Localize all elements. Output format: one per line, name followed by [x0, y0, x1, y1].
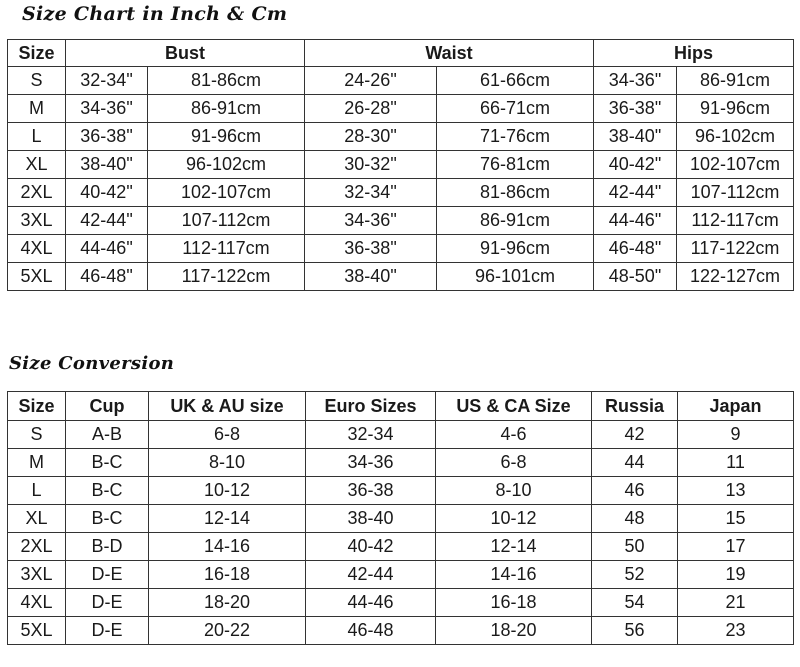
waist-inch-cell: 32-34" — [305, 179, 437, 207]
header-euro: Euro Sizes — [306, 392, 436, 421]
table-row — [8, 207, 794, 235]
header-russia: Russia — [592, 392, 678, 421]
uk-au-cell: 18-20 — [149, 589, 306, 617]
table-row — [8, 477, 794, 505]
size-conversion-table — [7, 391, 794, 645]
table-row — [8, 151, 794, 179]
header-waist: Waist — [305, 40, 594, 67]
hips-inch-cell: 44-46" — [594, 207, 677, 235]
size-cell: 4XL — [8, 235, 66, 263]
cup-cell: A-B — [66, 421, 149, 449]
table-row — [8, 67, 794, 95]
size-cell: 3XL — [8, 561, 66, 589]
us-ca-cell: 8-10 — [436, 477, 592, 505]
waist-cm-cell: 96-101cm — [437, 263, 594, 291]
russia-cell: 52 — [592, 561, 678, 589]
cup-cell: B-C — [66, 505, 149, 533]
japan-cell: 19 — [678, 561, 794, 589]
russia-cell: 56 — [592, 617, 678, 645]
japan-cell: 21 — [678, 589, 794, 617]
header-uk-au: UK & AU size — [149, 392, 306, 421]
russia-cell: 42 — [592, 421, 678, 449]
waist-inch-cell: 38-40" — [305, 263, 437, 291]
waist-cm-cell: 91-96cm — [437, 235, 594, 263]
us-ca-cell: 14-16 — [436, 561, 592, 589]
japan-cell: 15 — [678, 505, 794, 533]
size-cell: XL — [8, 151, 66, 179]
japan-cell: 17 — [678, 533, 794, 561]
russia-cell: 46 — [592, 477, 678, 505]
waist-inch-cell: 24-26" — [305, 67, 437, 95]
table-row — [8, 617, 794, 645]
size-chart-caption: Size Chart in Inch & Cm — [22, 3, 288, 25]
japan-cell: 23 — [678, 617, 794, 645]
euro-cell: 40-42 — [306, 533, 436, 561]
uk-au-cell: 14-16 — [149, 533, 306, 561]
cup-cell: B-C — [66, 477, 149, 505]
uk-au-cell: 20-22 — [149, 617, 306, 645]
euro-cell: 42-44 — [306, 561, 436, 589]
bust-cm-cell: 91-96cm — [148, 123, 305, 151]
bust-inch-cell: 32-34" — [66, 67, 148, 95]
japan-cell: 13 — [678, 477, 794, 505]
us-ca-cell: 10-12 — [436, 505, 592, 533]
table-row — [8, 505, 794, 533]
waist-inch-cell: 28-30" — [305, 123, 437, 151]
bust-cm-cell: 117-122cm — [148, 263, 305, 291]
size-chart-table — [7, 39, 794, 291]
table-row — [8, 561, 794, 589]
hips-inch-cell: 36-38" — [594, 95, 677, 123]
bust-cm-cell: 81-86cm — [148, 67, 305, 95]
header-size: Size — [8, 392, 66, 421]
table-row — [8, 263, 794, 291]
header-cup: Cup — [66, 392, 149, 421]
table-row — [8, 179, 794, 207]
size-cell: 5XL — [8, 617, 66, 645]
size-cell: L — [8, 123, 66, 151]
cup-cell: D-E — [66, 617, 149, 645]
table-row — [8, 533, 794, 561]
euro-cell: 32-34 — [306, 421, 436, 449]
us-ca-cell: 18-20 — [436, 617, 592, 645]
size-cell: 2XL — [8, 179, 66, 207]
header-hips: Hips — [594, 40, 794, 67]
bust-cm-cell: 112-117cm — [148, 235, 305, 263]
waist-cm-cell: 81-86cm — [437, 179, 594, 207]
size-cell: XL — [8, 505, 66, 533]
russia-cell: 44 — [592, 449, 678, 477]
hips-inch-cell: 42-44" — [594, 179, 677, 207]
size-cell: M — [8, 449, 66, 477]
hips-cm-cell: 117-122cm — [677, 235, 794, 263]
bust-inch-cell: 44-46" — [66, 235, 148, 263]
waist-cm-cell: 66-71cm — [437, 95, 594, 123]
size-chart-header-row — [8, 40, 794, 67]
euro-cell: 46-48 — [306, 617, 436, 645]
bust-inch-cell: 46-48" — [66, 263, 148, 291]
waist-cm-cell: 71-76cm — [437, 123, 594, 151]
euro-cell: 36-38 — [306, 477, 436, 505]
size-cell: M — [8, 95, 66, 123]
size-cell: S — [8, 67, 66, 95]
size-conversion-header-row — [8, 392, 794, 421]
table-row — [8, 95, 794, 123]
euro-cell: 34-36 — [306, 449, 436, 477]
size-conversion-caption: Size Conversion — [9, 353, 175, 374]
header-size: Size — [8, 40, 66, 67]
waist-inch-cell: 26-28" — [305, 95, 437, 123]
hips-cm-cell: 91-96cm — [677, 95, 794, 123]
us-ca-cell: 4-6 — [436, 421, 592, 449]
size-cell: 5XL — [8, 263, 66, 291]
hips-cm-cell: 107-112cm — [677, 179, 794, 207]
hips-inch-cell: 48-50" — [594, 263, 677, 291]
size-cell: 3XL — [8, 207, 66, 235]
bust-inch-cell: 36-38" — [66, 123, 148, 151]
bust-cm-cell: 102-107cm — [148, 179, 305, 207]
cup-cell: B-C — [66, 449, 149, 477]
table-row — [8, 235, 794, 263]
euro-cell: 38-40 — [306, 505, 436, 533]
hips-cm-cell: 112-117cm — [677, 207, 794, 235]
hips-cm-cell: 96-102cm — [677, 123, 794, 151]
hips-inch-cell: 34-36" — [594, 67, 677, 95]
table-row — [8, 589, 794, 617]
us-ca-cell: 12-14 — [436, 533, 592, 561]
uk-au-cell: 8-10 — [149, 449, 306, 477]
uk-au-cell: 16-18 — [149, 561, 306, 589]
hips-inch-cell: 46-48" — [594, 235, 677, 263]
russia-cell: 50 — [592, 533, 678, 561]
us-ca-cell: 16-18 — [436, 589, 592, 617]
header-us-ca: US & CA Size — [436, 392, 592, 421]
cup-cell: D-E — [66, 589, 149, 617]
hips-cm-cell: 122-127cm — [677, 263, 794, 291]
table-row — [8, 449, 794, 477]
uk-au-cell: 10-12 — [149, 477, 306, 505]
table-row — [8, 421, 794, 449]
bust-cm-cell: 107-112cm — [148, 207, 305, 235]
uk-au-cell: 12-14 — [149, 505, 306, 533]
japan-cell: 9 — [678, 421, 794, 449]
japan-cell: 11 — [678, 449, 794, 477]
russia-cell: 48 — [592, 505, 678, 533]
bust-inch-cell: 42-44" — [66, 207, 148, 235]
bust-inch-cell: 34-36" — [66, 95, 148, 123]
bust-cm-cell: 96-102cm — [148, 151, 305, 179]
waist-cm-cell: 86-91cm — [437, 207, 594, 235]
header-bust: Bust — [66, 40, 305, 67]
hips-cm-cell: 86-91cm — [677, 67, 794, 95]
hips-inch-cell: 40-42" — [594, 151, 677, 179]
waist-inch-cell: 34-36" — [305, 207, 437, 235]
cup-cell: D-E — [66, 561, 149, 589]
size-cell: 2XL — [8, 533, 66, 561]
bust-inch-cell: 40-42" — [66, 179, 148, 207]
header-japan: Japan — [678, 392, 794, 421]
euro-cell: 44-46 — [306, 589, 436, 617]
waist-cm-cell: 61-66cm — [437, 67, 594, 95]
us-ca-cell: 6-8 — [436, 449, 592, 477]
size-cell: L — [8, 477, 66, 505]
waist-cm-cell: 76-81cm — [437, 151, 594, 179]
russia-cell: 54 — [592, 589, 678, 617]
bust-inch-cell: 38-40" — [66, 151, 148, 179]
waist-inch-cell: 36-38" — [305, 235, 437, 263]
uk-au-cell: 6-8 — [149, 421, 306, 449]
size-cell: 4XL — [8, 589, 66, 617]
size-cell: S — [8, 421, 66, 449]
hips-cm-cell: 102-107cm — [677, 151, 794, 179]
table-row — [8, 123, 794, 151]
hips-inch-cell: 38-40" — [594, 123, 677, 151]
bust-cm-cell: 86-91cm — [148, 95, 305, 123]
cup-cell: B-D — [66, 533, 149, 561]
waist-inch-cell: 30-32" — [305, 151, 437, 179]
